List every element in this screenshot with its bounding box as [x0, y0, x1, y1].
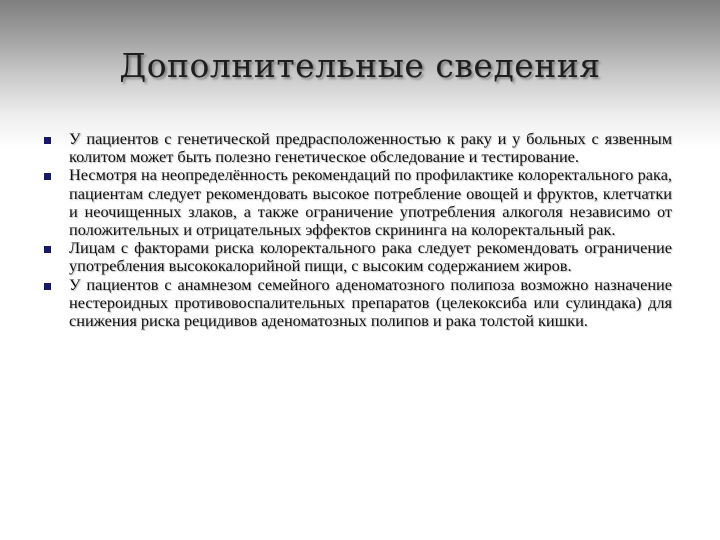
slide-title: Дополнительные сведения [119, 46, 601, 85]
bullet-text: Несмотря на неопределённость рекомендаций по профилактике колоректального рака, пациентам следует рекомендовать высокое потребление овощей и фруктов, клетчатки и неочищенных злаков, а также ограничение употребления алкоголя независимо от положительных и отрицательных эффектов скрининга на колоректальный рак. [69, 165, 672, 240]
square-bullet-icon [44, 246, 51, 253]
bullet-list [44, 130, 672, 330]
square-bullet-icon [44, 283, 51, 290]
bullet-text: У пациентов с анамнезом семейного аденоматозного полипоза возможно назначение нестероидных противовоспалительных препаратов (целекоксиба или сулиндака) для снижения риска рецидивов аденоматозных полипов и рака толстой кишки. [69, 274, 672, 331]
bullet-item [44, 239, 672, 275]
bullet-item [44, 166, 672, 239]
bullet-text: У пациентов с генетической предрасположенностью к раку и у больных с язвенным колитом может быть полезно генетическое обследование и тестирование. [69, 129, 672, 167]
bullet-text: Лицам с факторами риска колоректального рака следует рекомендовать ограничение употребления высококалорийной пищи, с высоким содержанием жиров. [69, 238, 672, 276]
bullet-item [44, 276, 672, 331]
square-bullet-icon [44, 137, 51, 144]
square-bullet-icon [44, 173, 51, 180]
bullet-item [44, 130, 672, 166]
